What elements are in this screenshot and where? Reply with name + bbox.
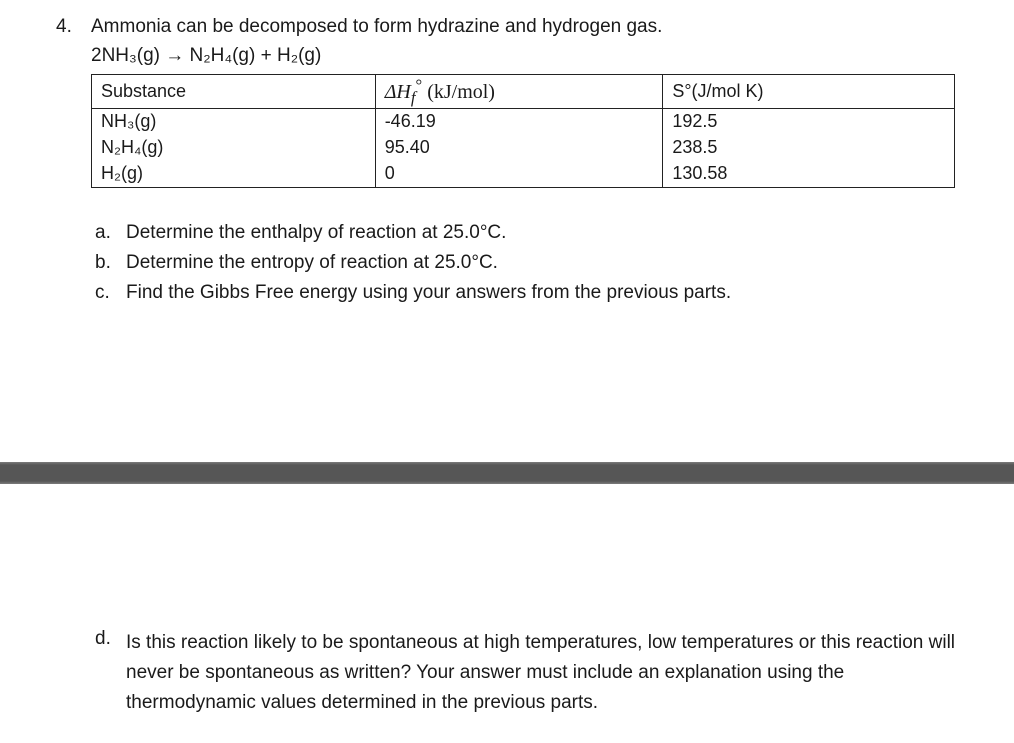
cell-entropy: 238.5	[663, 135, 955, 161]
part-c-text: Find the Gibbs Free energy using your answers from the previous parts.	[126, 282, 732, 303]
page-divider	[0, 462, 1014, 484]
table-row	[92, 161, 955, 188]
part-b-letter: b.	[95, 252, 111, 273]
cell-enthalpy: 0	[375, 161, 663, 188]
header-substance: Substance	[92, 75, 376, 109]
part-a-letter: a.	[95, 222, 111, 243]
header-enthalpy: $\Delta H_f^\circ$ (kJ/mol)	[375, 75, 663, 109]
table-header-row	[92, 75, 955, 109]
thermo-data-table	[91, 74, 955, 188]
reaction-equation: 2NH₃(g) → N₂H₄(g) + H₂(g)	[91, 45, 322, 66]
cell-entropy: 192.5	[663, 108, 955, 135]
part-d-text: Is this reaction likely to be spontaneous at high temperatures, low temperatures or this reaction will never be spontaneous as written? Your answer must include an explanation using the thermodynamic values determined in the previous parts.	[126, 632, 956, 713]
cell-substance: NH₃(g)	[92, 108, 376, 135]
cell-substance: N₂H₄(g)	[92, 135, 376, 161]
question-text: Ammonia can be decomposed to form hydrazine and hydrogen gas.	[91, 16, 663, 37]
table-row	[92, 108, 955, 135]
part-a-text: Determine the enthalpy of reaction at 25.0°C.	[126, 222, 507, 243]
part-c-letter: c.	[95, 282, 110, 303]
cell-substance: H₂(g)	[92, 161, 376, 188]
cell-entropy: 130.58	[663, 161, 955, 188]
table-row	[92, 135, 955, 161]
part-d-letter: d.	[95, 628, 111, 649]
header-entropy: S°(J/mol K)	[663, 75, 955, 109]
cell-enthalpy: 95.40	[375, 135, 663, 161]
cell-enthalpy: -46.19	[375, 108, 663, 135]
part-b-text: Determine the entropy of reaction at 25.0°C.	[126, 252, 498, 273]
question-number: 4.	[56, 16, 72, 37]
